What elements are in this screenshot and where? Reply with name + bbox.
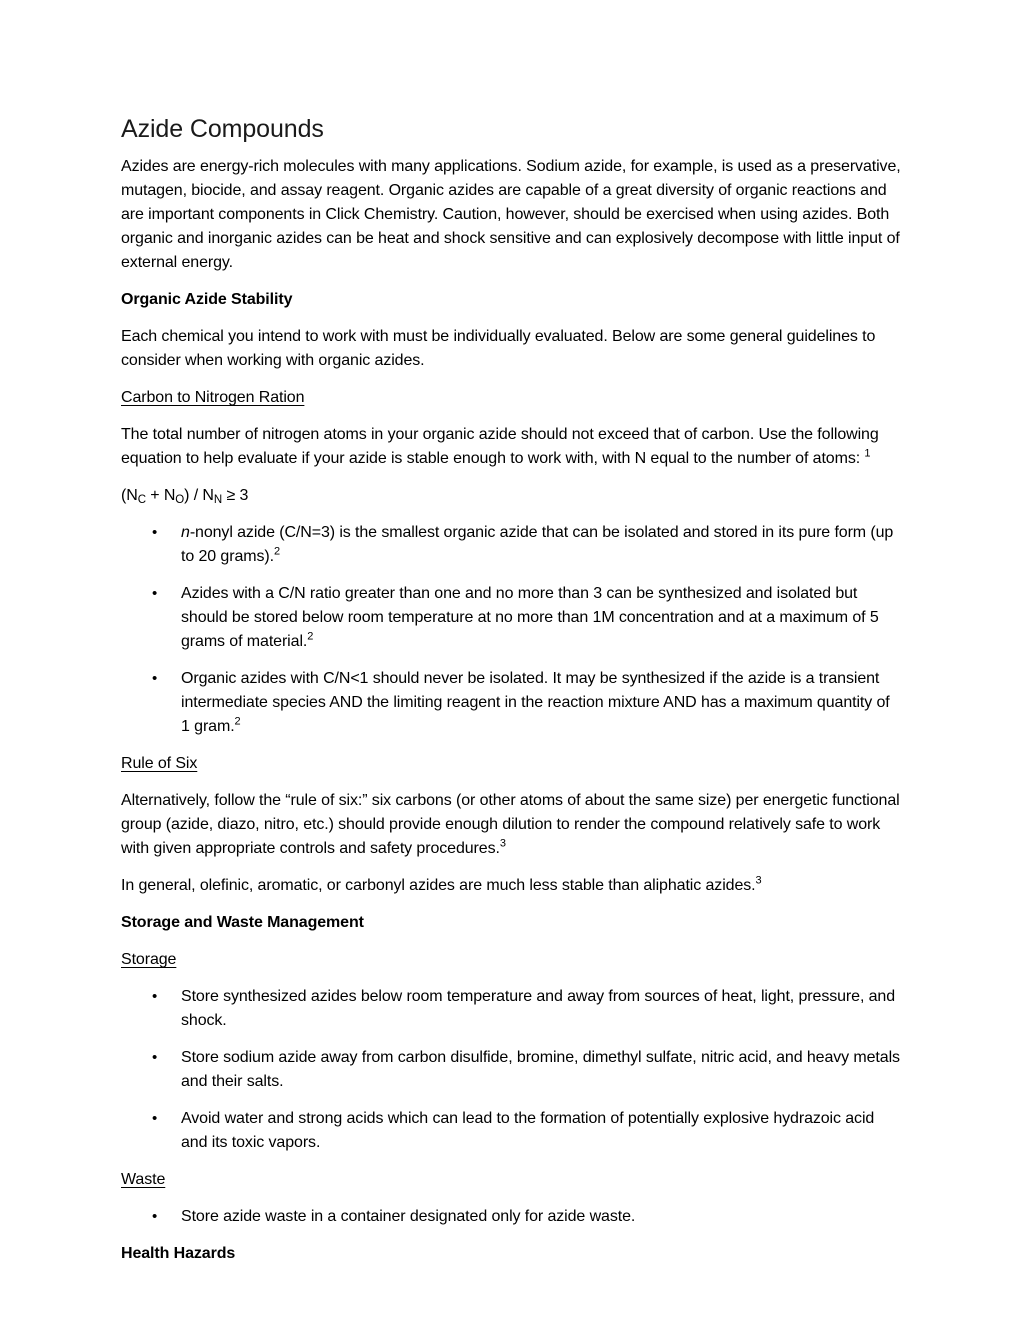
bullet-text [181, 1046, 901, 1094]
cn-ratio-formula [121, 484, 901, 508]
subheading-rule-of-six: Rule of Six [121, 755, 198, 772]
intro-paragraph [121, 155, 901, 275]
bullet-text [181, 667, 901, 739]
bullet-text [181, 582, 901, 654]
stability-comparison-paragraph [121, 874, 901, 898]
text-run: Azides with a C/N ratio greater than one and no more than 3 can be synthesized and isolated but should be stored below room temperature at no more than 1M concentration and at a maximum of 5 grams of material. [181, 585, 879, 650]
text-run: The total number of nitrogen atoms in your organic azide should not exceed that of carbon. Use the following equation to help evaluate if your azide is stable enough to work with, with N equal to the number of atoms: [121, 426, 879, 467]
text-run: (N [121, 487, 138, 504]
text-run: Organic azides with C/N<1 should never be isolated. It may be synthesized if the azide is a transient intermediate species AND the limiting reagent in the reaction mixture AND has a maximum quantity of 1 gram. [181, 670, 890, 735]
section-heading-organic-azide-stability: Organic Azide Stability [121, 291, 293, 308]
bullet-azide-waste-container [121, 1205, 901, 1229]
text-run: Alternatively, follow the “rule of six:” six carbons (or other atoms of about the same size) per energetic functional group (azide, diazo, nitro, etc.) should provide enough dilution to render the compound relatively safe to work with given appropriate controls and safety procedures. [121, 792, 900, 857]
text-run: Azides are energy-rich molecules with many applications. Sodium azide, for example, is used as a preservative, mutagen, biocide, and assay reagent. Organic azides are capable of a great diversity of organic reactions and are important components in Click Chemistry. Caution, however, should be exercised when using azides. Both organic and inorganic azides can be heat and shock sensitive and can explosively decompose with little input of external energy. [121, 158, 901, 271]
bullet-text [181, 1107, 901, 1155]
text-run: Avoid water and strong acids which can lead to the formation of potentially explosive hydrazoic acid and its toxic vapors. [181, 1110, 875, 1151]
bullet-icon: • [152, 524, 158, 541]
bullet-cn-less-than-one [121, 667, 901, 739]
stability-intro-paragraph [121, 325, 901, 373]
bullet-icon: • [152, 1049, 158, 1066]
subheading-carbon-to-nitrogen-ration: Carbon to Nitrogen Ration [121, 389, 305, 406]
bullet-store-sodium-azide [121, 1046, 901, 1094]
bullet-text [181, 1205, 901, 1229]
text-run: Store sodium azide away from carbon disulfide, bromine, dimethyl sulfate, nitric acid, and heavy metals and their salts. [181, 1049, 900, 1090]
subheading-storage: Storage [121, 951, 177, 968]
bullet-icon: • [152, 1110, 158, 1127]
rule-of-six-paragraph [121, 789, 901, 861]
text-run: In general, olefinic, aromatic, or carbonyl azides are much less stable than aliphatic azides. [121, 877, 756, 894]
text-run: + N [145, 487, 176, 504]
text-run: -nonyl azide (C/N=3) is the smallest organic azide that can be isolated and stored in its pure form (up to 20 grams). [181, 524, 894, 565]
text-run-sup: 3 [755, 874, 762, 887]
text-run-sup: 1 [864, 447, 871, 460]
text-run: Store azide waste in a container designated only for azide waste. [181, 1208, 636, 1225]
text-run-sub: O [175, 494, 185, 506]
text-run-sup: 2 [307, 630, 314, 643]
text-run: ≥ 3 [222, 487, 249, 504]
bullet-n-nonyl-azide [121, 521, 901, 569]
bullet-icon: • [152, 670, 158, 687]
text-run-sub: N [213, 494, 223, 506]
text-run-sup: 2 [273, 545, 280, 558]
bullet-icon: • [152, 1208, 158, 1225]
text-run-sup: 3 [499, 837, 506, 850]
text-run-sup: 2 [234, 715, 241, 728]
text-run-sub: C [137, 494, 146, 506]
bullet-store-synthesized-azides [121, 985, 901, 1033]
section-heading-storage-and-waste-management: Storage and Waste Management [121, 914, 364, 931]
text-run: Store synthesized azides below room temperature and away from sources of heat, light, pressure, and shock. [181, 988, 896, 1029]
page-title: Azide Compounds [121, 115, 324, 143]
ratio-explanation-paragraph [121, 423, 901, 471]
bullet-text [181, 985, 901, 1033]
text-run: Each chemical you intend to work with must be individually evaluated. Below are some general guidelines to consider when working with organic azides. [121, 328, 876, 369]
bullet-icon: • [152, 585, 158, 602]
bullet-text [181, 521, 901, 569]
text-run-italic: n [181, 524, 190, 541]
bullet-icon: • [152, 988, 158, 1005]
bullet-avoid-water-strong-acids [121, 1107, 901, 1155]
text-run: ) / N [184, 487, 214, 504]
bullet-cn-ratio-greater-than-one [121, 582, 901, 654]
section-heading-health-hazards: Health Hazards [121, 1245, 236, 1262]
subheading-waste: Waste [121, 1171, 166, 1188]
